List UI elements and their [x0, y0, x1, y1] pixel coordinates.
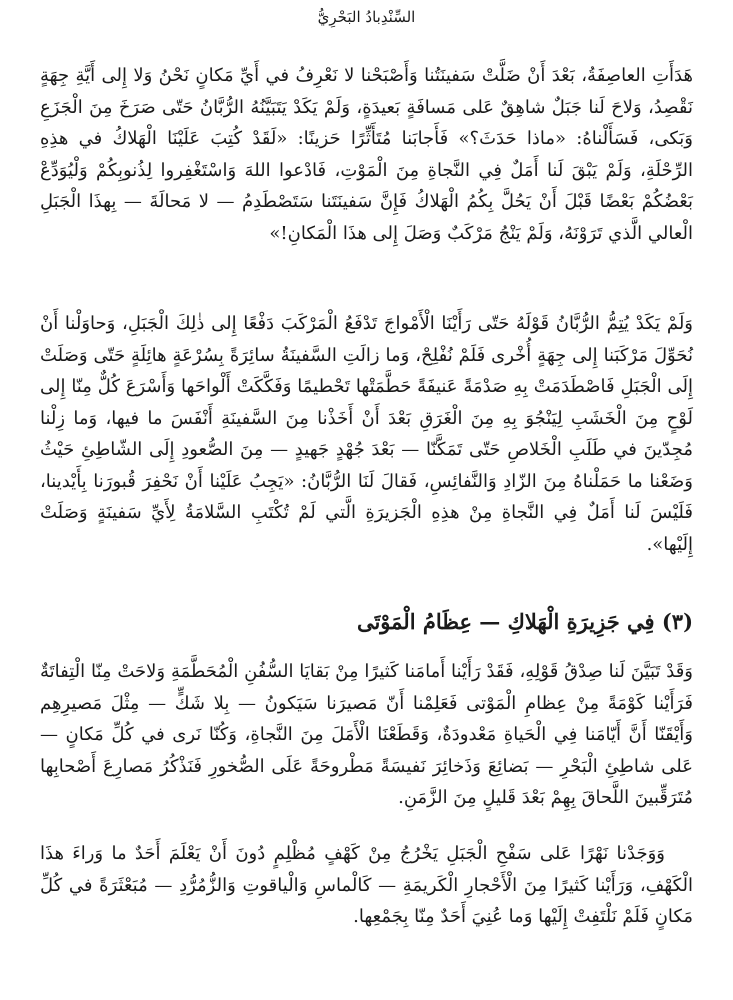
book-page: [40, 0, 693, 1000]
running-header: السِّنْدِبادُ البَحْرِيُّ: [317, 8, 416, 26]
paragraph-4: وَوَجَدْنا نَهْرًا عَلى سَفْحِ الْجَبَلِ يَخْرُجُ مِنْ كَهْفٍ مُظْلِمٍ دُونَ أَنْ يَعْلَمَ أَحَدٌ ما وَراءَ هذَا الْكَهْفِ، وَرَأَيْنا كَثيرًا مِنَ الْأَحْجارِ الْكَريمَةِ — كَالْماسِ وَالْياقوتِ وَالزُّمُرُّدِ — مُبَعْثَرَةً في كُلِّ مَكانٍ فَلَمْ نَلْتَفِتْ إِلَيْها وَما عُنِيَ أَحَدٌ مِنّا بِجَمْعِها.: [40, 843, 693, 927]
paragraph-3: وَقَدْ تَبَيَّنَ لَنا صِدْقُ قَوْلِهِ، فَقَدْ رَأَيْنا أَمامَنا كَثيرًا مِنْ بَقايَا السُّفُنِ الْمُحَطَّمَةِ وَلاحَتْ مِنّا الْتِفاتَةٌ فَرَأَيْنا كَوْمَةً مِنْ عِظامِ الْمَوْتى فَعَلِمْنا أَنّ مَصيرَنا سَيَكونُ — بِلا شَكٍّ — مِثْلَ مَصيرِهِم وَأَيْقَنّا أَنَّ أَيّامَنا فِي الْحَياةِ مَعْدودَةٌ، وَقَطَعْنَا الْأَمَلَ مِنَ النَّجاةِ، وَكُنّا نَرى في كُلِّ مَكانٍ — عَلى شاطِئِ الْبَحْرِ — بَضائِعَ وَذَخائِرَ نَفيسَةً مَطْروحَةً عَلَى الصُّخورِ فَنَذْكُرُ مَصارِعَ أَصْحابِها مُتَرَقِّبينَ اللَّحاقَ بِهِمْ بَعْدَ قَليلٍ مِنَ الزَّمَنِ.: [40, 661, 693, 808]
section-heading: (٣) فِي جَزِيرَةِ الْهَلاكِ — عِظَامُ الْمَوْتَى: [356, 609, 693, 634]
paragraph-2: وَلَمْ يَكَدْ يُتِمُّ الرُّبَّانُ قَوْلَهُ حَتّى رَأَيْنَا الْأَمْواجَ تَدْفَعُ الْمَرْكَبَ دَفْعًا إِلى ذٰلِكَ الْجَبَلِ، وَحاوَلْنا أَنْ نُحَوِّلَ مَرْكَبَنا إِلى جِهَةٍ أُخْرى فَلَمْ نُفْلِحْ، وَما زالَتِ السَّفينَةُ سائِرَةً بِسُرْعَةٍ هائِلَةٍ حَتّى وَصَلَتْ إِلَى الْجَبَلِ فَاصْطَدَمَتْ بِهِ صَدْمَةً عَنيفَةً حَطَّمَتْها تَحْطيمًا وَفَكَّكَتْ أَلْواحَها وَأَسْرَعَ كُلٌّ مِنّا إِلى لَوْحٍ مِنَ الْخَشَبِ لِيَنْجُوَ بِهِ مِنَ الْغَرَقِ بَعْدَ أَنْ أَخَذْنا مِنَ السَّفينَةِ أَنْفَسَ ما فيها، وَما زِلْنا مُجِدّينَ في طَلَبِ الْخَلاصِ حَتّى تَمَكَّنّا — بَعْدَ جُهْدٍ جَهيدٍ — مِنَ الصُّعودِ إِلَى الشّاطِئِ حَيْثُ وَضَعْنا ما حَمَلْناهُ مِنَ الزّادِ وَالنَّفائِسِ، فَقالَ لَنَا الرُّبَّانُ: «يَجِبُ عَلَيْنا أَنْ نَحْفِرَ قُبورَنا بِأَيْدينا، فَلَيْسَ لَنا أَمَلٌ فِي النَّجاةِ مِنْ هذِهِ الْجَزيرَةِ الَّتي لَمْ تُكْتَبِ السَّلامَةُ لِأَيِّ سَفينَةٍ وَصَلَتْ إِلَيْها».: [40, 313, 693, 555]
paragraph-1: هَدَأَتِ العاصِفَةُ، بَعْدَ أَنْ ضَلَّتْ سَفينَتُنا وَأَصْبَحْنا لا نَعْرِفُ في أَيِّ مَكانٍ نَحْنُ وَلا إِلى أَيَّةِ جِهَةٍ نَقْصِدُ، وَلاحَ لَنا جَبَلٌ شاهِقٌ عَلى مَسافَةٍ بَعيدَةٍ، وَلَمْ يَكَدْ يَتَبَيَّنُهُ الرُّبَّانُ حَتّى صَرَخَ مِنَ الْجَزَعِ وَبَكى، فَسَأَلْناهُ: «ماذا حَدَثَ؟» فَأَجابَنا مُتَأَثِّرًا حَزينًا: «لَقَدْ كُتِبَ عَلَيْنَا الْهَلاكُ في هذِهِ الرِّحْلَةِ، وَلَمْ يَبْقَ لَنا أَمَلٌ فِي النَّجاةِ مِنَ الْمَوْتِ، فَادْعوا اللهَ وَاسْتَغْفِروا لِذُنوبِكُمْ وَلْيُوَدِّعْ بَعْضُكُمْ بَعْضًا قَبْلَ أَنْ يَحُلَّ بِكُمُ الْهَلاكُ فَإِنَّ سَفينَتَنا سَتَصْطَدِمُ — لا مَحالَةَ — بِهذَا الْجَبَلِ الْعالي الَّذي تَرَوْنَهُ، وَلَمْ يَنْجُ مَرْكَبٌ وَصَلَ إِلى هذَا الْمَكانِ!»: [40, 65, 693, 244]
